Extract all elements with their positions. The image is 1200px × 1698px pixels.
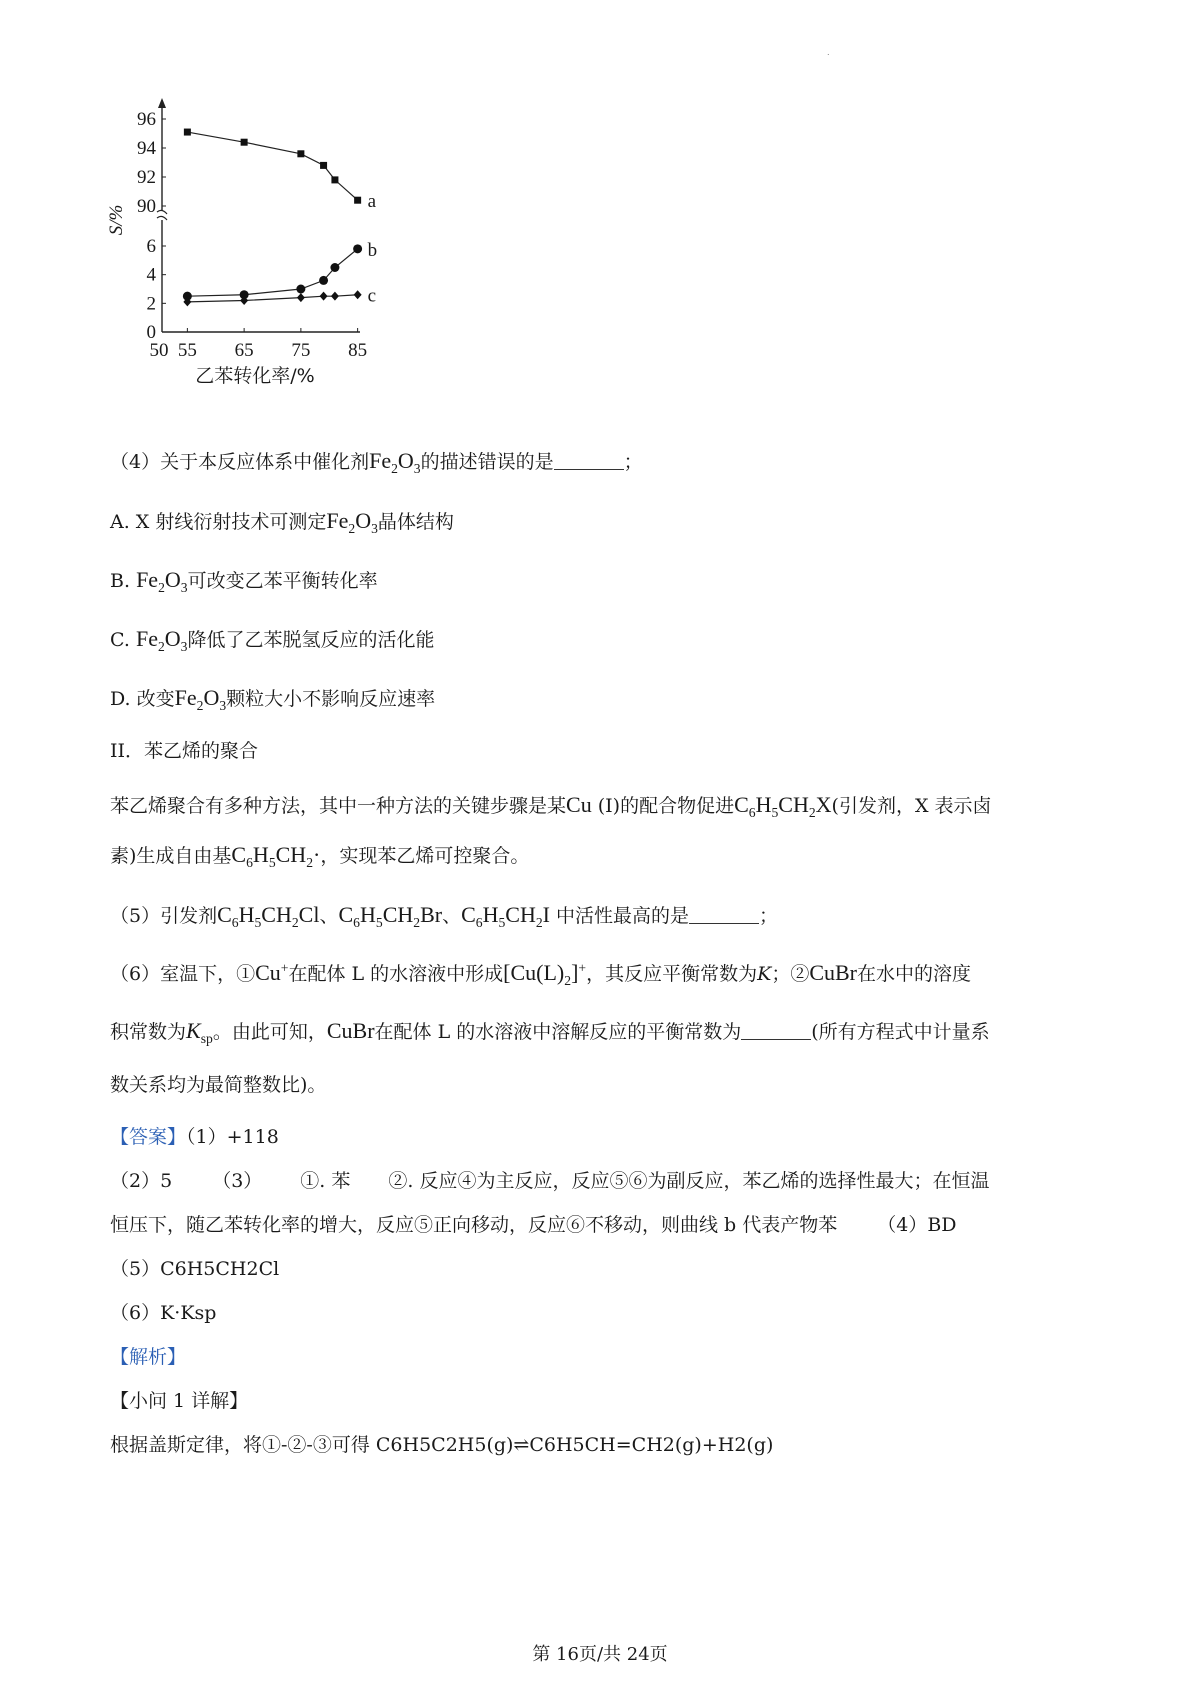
data-point-a	[331, 176, 338, 183]
answer-line4: （5）C6H5CH2Cl	[110, 1258, 280, 1280]
y-axis-arrow	[158, 98, 166, 108]
x-tick-label: 65	[234, 340, 254, 361]
answer-label: 【答案】	[110, 1126, 187, 1148]
answer-blank	[689, 903, 759, 924]
axis-break-mark	[157, 216, 167, 220]
answer-blank	[741, 1019, 811, 1040]
data-point-c	[331, 292, 339, 301]
section2-title: II．苯乙烯的聚合	[110, 740, 259, 762]
x-tick-label: 75	[291, 340, 311, 361]
y-tick-label: 0	[146, 322, 156, 343]
data-point-a	[184, 129, 191, 136]
q4-option-a: A. X 射线衍射技术可测定$Fe_2O_3$晶体结构	[110, 508, 454, 536]
y-tick-label: 92	[137, 167, 156, 188]
x-tick-label: 55	[177, 340, 197, 361]
data-point-a	[297, 150, 304, 157]
q5-stem: （5）引发剂$C_6H_5CH_2Cl$、$C_6H_5CH_2Br$、$C_6H_5CH_2I$ 中活性最高的是 ；	[110, 902, 779, 930]
series-line-b	[187, 249, 357, 296]
axis-break-mark	[157, 210, 167, 214]
analysis-label: 【解析】	[110, 1346, 187, 1368]
q4-option-b: B. $Fe_2O_3$可改变乙苯平衡转化率	[110, 567, 378, 595]
data-point-c	[320, 292, 328, 301]
answer-line2: （2）5 （3） ①. 苯 ②. 反应④为主反应，反应⑤⑥为副反应，苯乙烯的选择性最大；在恒温	[110, 1170, 990, 1192]
data-point-b	[296, 285, 305, 294]
selectivity-chart	[106, 100, 410, 400]
data-point-b	[319, 276, 328, 285]
series-line-a	[187, 132, 357, 200]
data-point-b	[353, 244, 362, 253]
x-tick-label: 50	[149, 340, 169, 361]
fe2o3-formula: $Fe_2O_3$	[369, 448, 421, 476]
data-point-a	[354, 197, 361, 204]
page-footer: 第 16页/共 24页	[532, 1644, 668, 1665]
y-tick-label: 96	[137, 109, 156, 130]
answer-line3: 恒压下，随乙苯转化率的增大，反应⑤正向移动，反应⑥不移动，则曲线 b 代表产物苯 （4）BD	[110, 1214, 957, 1236]
answer-line1: 【答案】（1）+118	[110, 1126, 279, 1148]
y-tick-label: 94	[137, 138, 156, 159]
q4-option-d: D. 改变$Fe_2O_3$颗粒大小不影响反应速率	[110, 685, 436, 713]
x-axis-label: 乙苯转化率/%	[195, 365, 315, 387]
series-label-b: b	[367, 239, 378, 261]
section2-p2: 素)生成自由基$C_6H_5CH_2\cdot$，实现苯乙烯可控聚合。	[110, 842, 530, 870]
q4-stem: （4）关于本反应体系中催化剂$Fe_2O_3$的描述错误的是 ；	[110, 448, 643, 476]
data-point-c	[354, 290, 362, 299]
answer-blank	[554, 449, 624, 470]
y-tick-label: 90	[137, 196, 156, 217]
data-point-b	[330, 263, 339, 272]
stray-dot: .	[827, 48, 830, 57]
y-tick-label: 6	[146, 236, 156, 257]
y-tick-label: 4	[146, 264, 156, 286]
data-point-c	[297, 293, 305, 302]
q4-option-c: C. $Fe_2O_3$降低了乙苯脱氢反应的活化能	[110, 626, 435, 654]
section2-p1: 苯乙烯聚合有多种方法，其中一种方法的关键步骤是某Cu (I)的配合物促进$C_6H_5CH_2X$(引发剂，X 表示卤	[110, 792, 992, 820]
data-point-a	[320, 162, 327, 169]
x-tick-label: 85	[348, 340, 368, 361]
data-point-a	[241, 139, 248, 146]
analysis-subhead: 【小问 1 详解】	[110, 1390, 249, 1412]
q6-line1: （6）室温下，①Cu+在配体 L 的水溶液中形成$[Cu(L)_2]^+$，其反应平衡常数为K；②CuBr在水中的溶度	[110, 960, 972, 988]
q6-line2: 积常数为$K_{sp}$。由此可知，CuBr在配体 L 的水溶液中溶解反应的平衡常数为 (所有方程式中计量系	[110, 1018, 990, 1046]
q6-line3: 数关系均为最简整数比)。	[110, 1074, 327, 1096]
series-label-c: c	[367, 285, 377, 307]
analysis-text: 根据盖斯定律，将①-②-③可得 C6H5C2H5(g)⇌C6H5CH=CH2(g)+H2(g)	[110, 1434, 774, 1456]
series-label-a: a	[367, 191, 377, 213]
y-tick-label: 2	[146, 293, 156, 315]
y-axis-label: S/%	[106, 204, 127, 236]
answer-line5: （6）K·Ksp	[110, 1302, 217, 1324]
complex-formula: $[Cu(L)_2]^+$	[503, 960, 587, 988]
